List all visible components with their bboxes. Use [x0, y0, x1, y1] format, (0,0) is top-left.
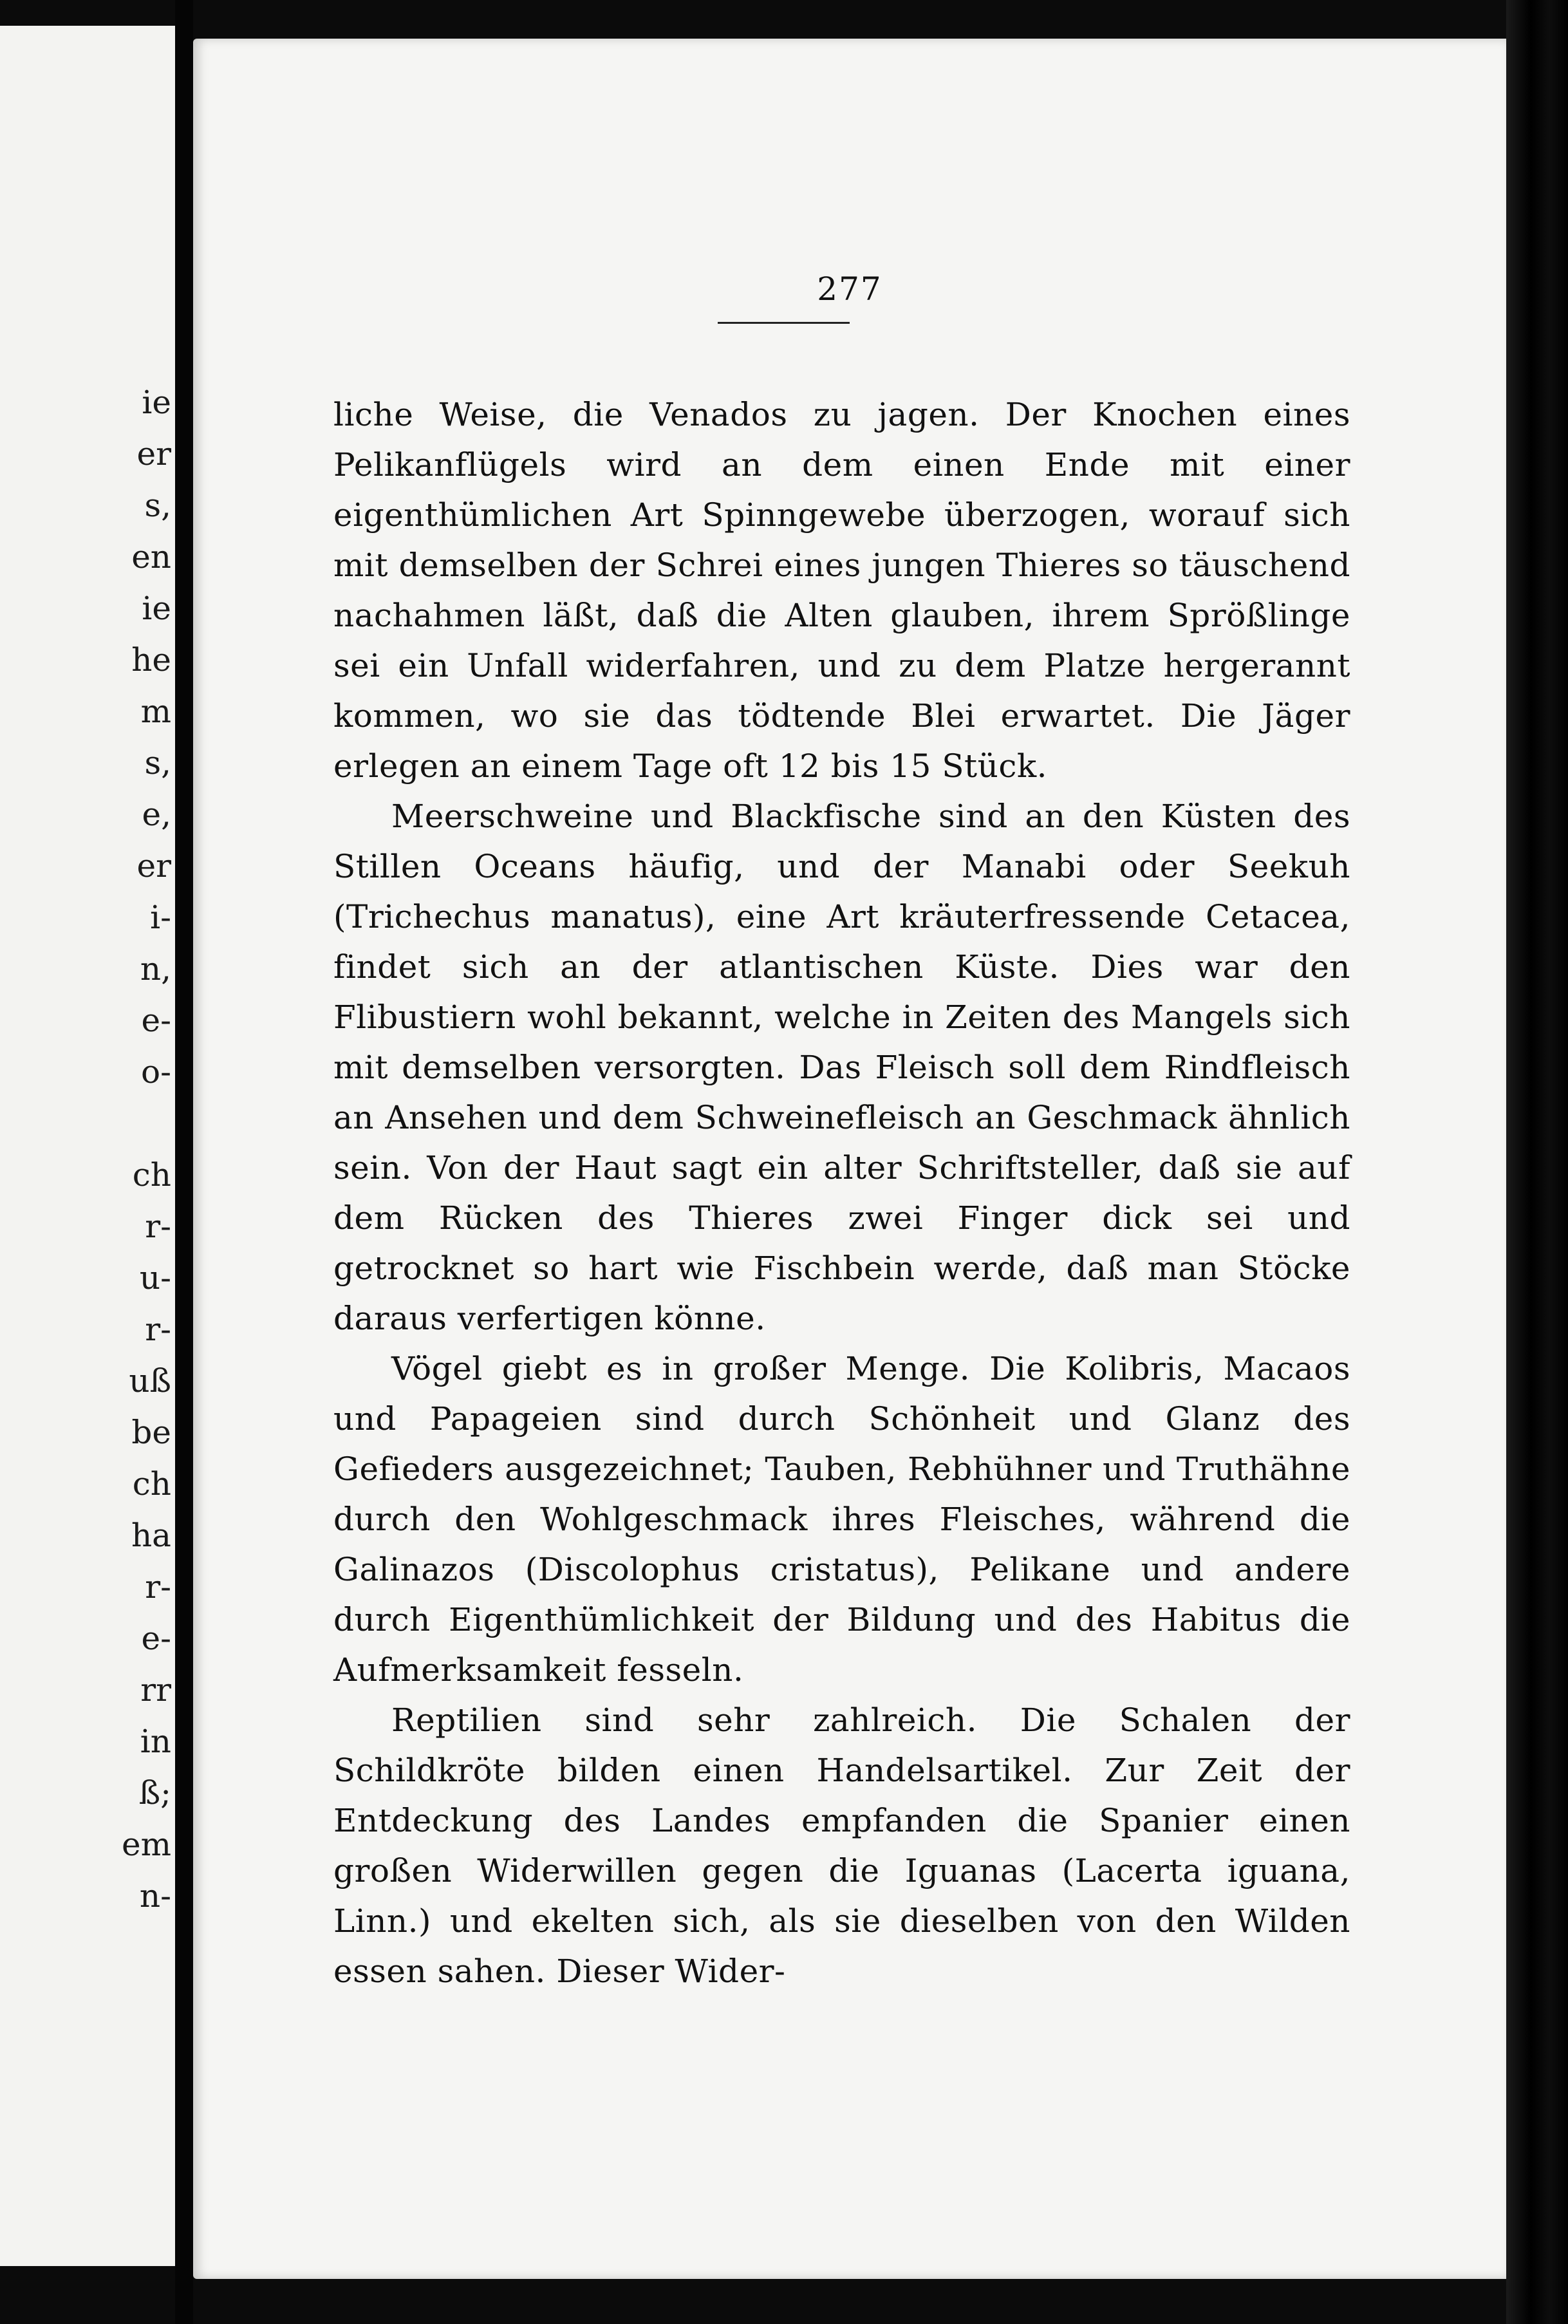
left-line-18: uß: [129, 1362, 171, 1400]
left-line-12: e-: [141, 1002, 171, 1039]
previous-page-edge: [0, 26, 175, 2266]
left-line-28: n-: [139, 1877, 171, 1915]
left-line-8: e,: [142, 796, 171, 833]
left-line-17: r-: [145, 1311, 171, 1348]
page-body-text: [333, 389, 1350, 1996]
left-line-25: in: [140, 1723, 171, 1760]
book-gutter: [175, 0, 193, 2324]
page-number: 277: [817, 270, 882, 308]
left-line-7: s,: [144, 744, 171, 782]
left-line-9: er: [136, 847, 171, 885]
paragraph-3: Vögel giebt es in großer Menge. Die Kolibris, Macaos und Papageien sind durch Schönheit und Glanz des Gefieders ausgezeichnet; Tauben, Rebhühner und Truthähne durch den Wohlgeschmack ihres Fleisches, während die Galinazos (Discolophus cristatus), Pelikane und andere durch Eigenthümlichkeit der Bildung und des Habitus die Aufmerksamkeit fesseln.: [333, 1350, 1350, 1689]
left-line-11: n,: [140, 950, 171, 988]
paragraph-2: Meerschweine und Blackfische sind an den Küsten des Stillen Oceans häufig, und der Manabi oder Seekuh (Trichechus manatus), eine Art kräuterfressende Cetacea, findet sich an der atlantischen Küste. Dies war den Flibustiern wohl bekannt, welche in Zeiten des Mangels sich mit demselben versorgten. Das Fleisch soll dem Rindfleisch an Ansehen und dem Schweinefleisch an Geschmack ähnlich sein. Von der Haut sagt ein alter Schriftsteller, daß sie auf dem Rücken des Thieres zwei Finger dick sei und getrocknet so hart wie Fischbein werde, daß man Stöcke daraus verfertigen könne.: [333, 798, 1350, 1337]
page-number-rule: [718, 322, 850, 324]
left-line-10: i-: [150, 899, 171, 936]
left-line-22: r-: [145, 1568, 171, 1606]
left-line-5: he: [131, 641, 171, 679]
left-line-3: en: [131, 538, 171, 576]
left-line-24: rr: [140, 1671, 171, 1709]
left-line-23: e-: [141, 1620, 171, 1657]
left-line-6: m: [140, 693, 171, 730]
left-line-21: ha: [131, 1517, 171, 1554]
paragraph-4: Reptilien sind sehr zahlreich. Die Schalen der Schildkröte bilden einen Handelsartikel. Zur Zeit der Entdeckung des Landes empfanden die Spanier einen großen Widerwillen gegen die Iguanas (Lacerta iguana, Linn.) und ekelten sich, als sie dieselben von den Wilden essen sahen. Dieser Wider-: [333, 1701, 1350, 1990]
left-line-0: ie: [142, 384, 171, 421]
left-line-1: er: [136, 435, 171, 473]
left-line-16: u-: [139, 1259, 171, 1297]
left-line-15: r-: [145, 1208, 171, 1245]
book-page: [193, 39, 1506, 2279]
left-line-13: o-: [141, 1053, 171, 1091]
left-line-4: ie: [142, 590, 171, 627]
page-edge-shadow: [1506, 0, 1568, 2324]
left-line-2: s,: [144, 487, 171, 524]
left-line-26: ß;: [138, 1774, 171, 1812]
left-line-19: be: [131, 1414, 171, 1451]
left-line-27: em: [121, 1826, 171, 1863]
left-line-14: ch: [132, 1156, 171, 1194]
paragraph-1: liche Weise, die Venados zu jagen. Der Knochen eines Pelikanflügels wird an dem einen Ende mit einer eigenthümlichen Art Spinngewebe überzogen, worauf sich mit demselben der Schrei eines jungen Thieres so täuschend nachahmen läßt, daß die Alten glauben, ihrem Sprößlinge sei ein Unfall widerfahren, und zu dem Platze hergerannt kommen, wo sie das tödtende Blei erwartet. Die Jäger erlegen an einem Tage oft 12 bis 15 Stück.: [333, 396, 1350, 785]
left-line-20: ch: [132, 1465, 171, 1503]
